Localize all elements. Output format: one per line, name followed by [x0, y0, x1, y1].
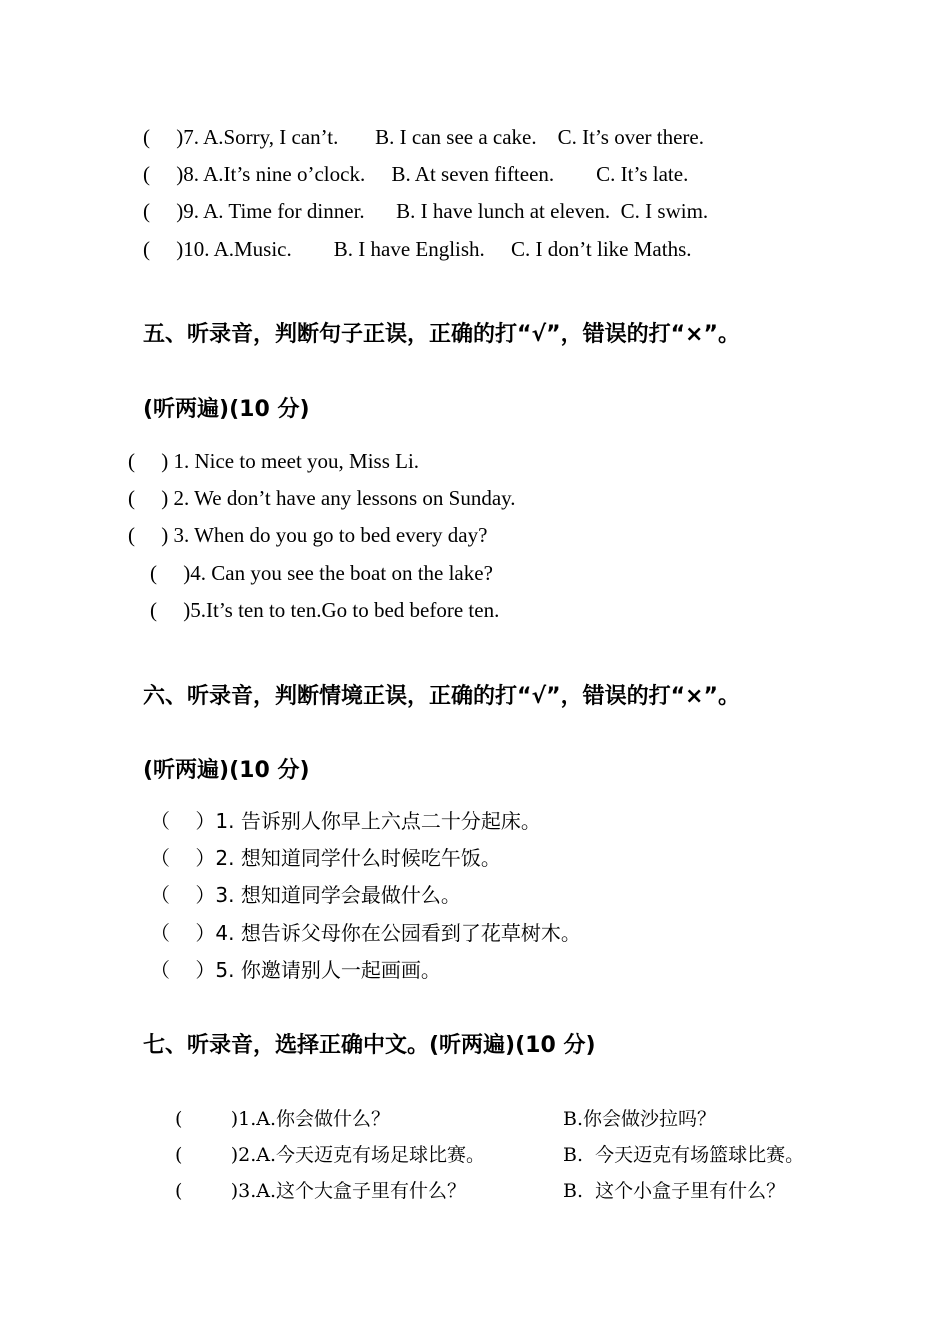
section-5-item-1: ( ) 1. Nice to meet you, Miss Li. — [128, 449, 420, 473]
section-6-heading: 六、听录音，判断情境正误，正确的打“√”，错误的打“×”。 — [143, 684, 740, 709]
question-7: ( )7. A.Sorry, I can’t. B. I can see a cake. C. It’s over there. — [143, 125, 704, 149]
question-9: ( )9. A. Time for dinner. B. I have lunch at eleven. C. I swim. — [143, 199, 709, 223]
section-5-heading: 五、听录音，判断句子正误，正确的打“√”，错误的打“×”。 — [143, 322, 740, 347]
section-6-item-2: （ ）2. 想知道同学什么时候吃午饭。 — [150, 846, 501, 870]
section-5-item-2: ( ) 2. We don’t have any lessons on Sunday. — [128, 486, 516, 510]
section-5-item-3: ( ) 3. When do you go to bed every day? — [128, 523, 488, 547]
section-6-item-3: （ ）3. 想知道同学会最做什么。 — [150, 883, 461, 907]
section-6-item-5: （ ）5. 你邀请别人一起画画。 — [150, 958, 441, 982]
section-5-subheading: (听两遍)(10 分) — [143, 397, 310, 422]
section-7-item-3-option-a: ( )3.A.这个大盒子里有什么？ — [175, 1180, 467, 1202]
section-7-item-1-option-b: B.你会做沙拉吗？ — [563, 1108, 717, 1130]
section-6-item-1: （ ）1. 告诉别人你早上六点二十分起床。 — [150, 809, 541, 833]
section-7-item-1-option-a: ( )1.A.你会做什么？ — [175, 1108, 391, 1130]
section-7-heading: 七、听录音，选择正确中文。(听两遍)(10 分) — [143, 1033, 596, 1058]
section-6-item-4: （ ）4. 想告诉父母你在公园看到了花草树木。 — [150, 921, 581, 945]
section-5-item-4: ( )4. Can you see the boat on the lake? — [150, 561, 493, 585]
question-8: ( )8. A.It’s nine o’clock. B. At seven fifteen. C. It’s late. — [143, 162, 689, 186]
section-7-item-2-option-b: B. 今天迈克有场篮球比赛。 — [563, 1144, 805, 1166]
section-7-item-2-option-a: ( )2.A.今天迈克有场足球比赛。 — [175, 1144, 486, 1166]
section-5-item-5: ( )5.It’s ten to ten.Go to bed before ten. — [150, 598, 500, 622]
section-7-item-3-option-b: B. 这个小盒子里有什么？ — [563, 1180, 786, 1202]
section-6-subheading: (听两遍)(10 分) — [143, 758, 310, 783]
question-10: ( )10. A.Music. B. I have English. C. I don’t like Maths. — [143, 237, 692, 261]
